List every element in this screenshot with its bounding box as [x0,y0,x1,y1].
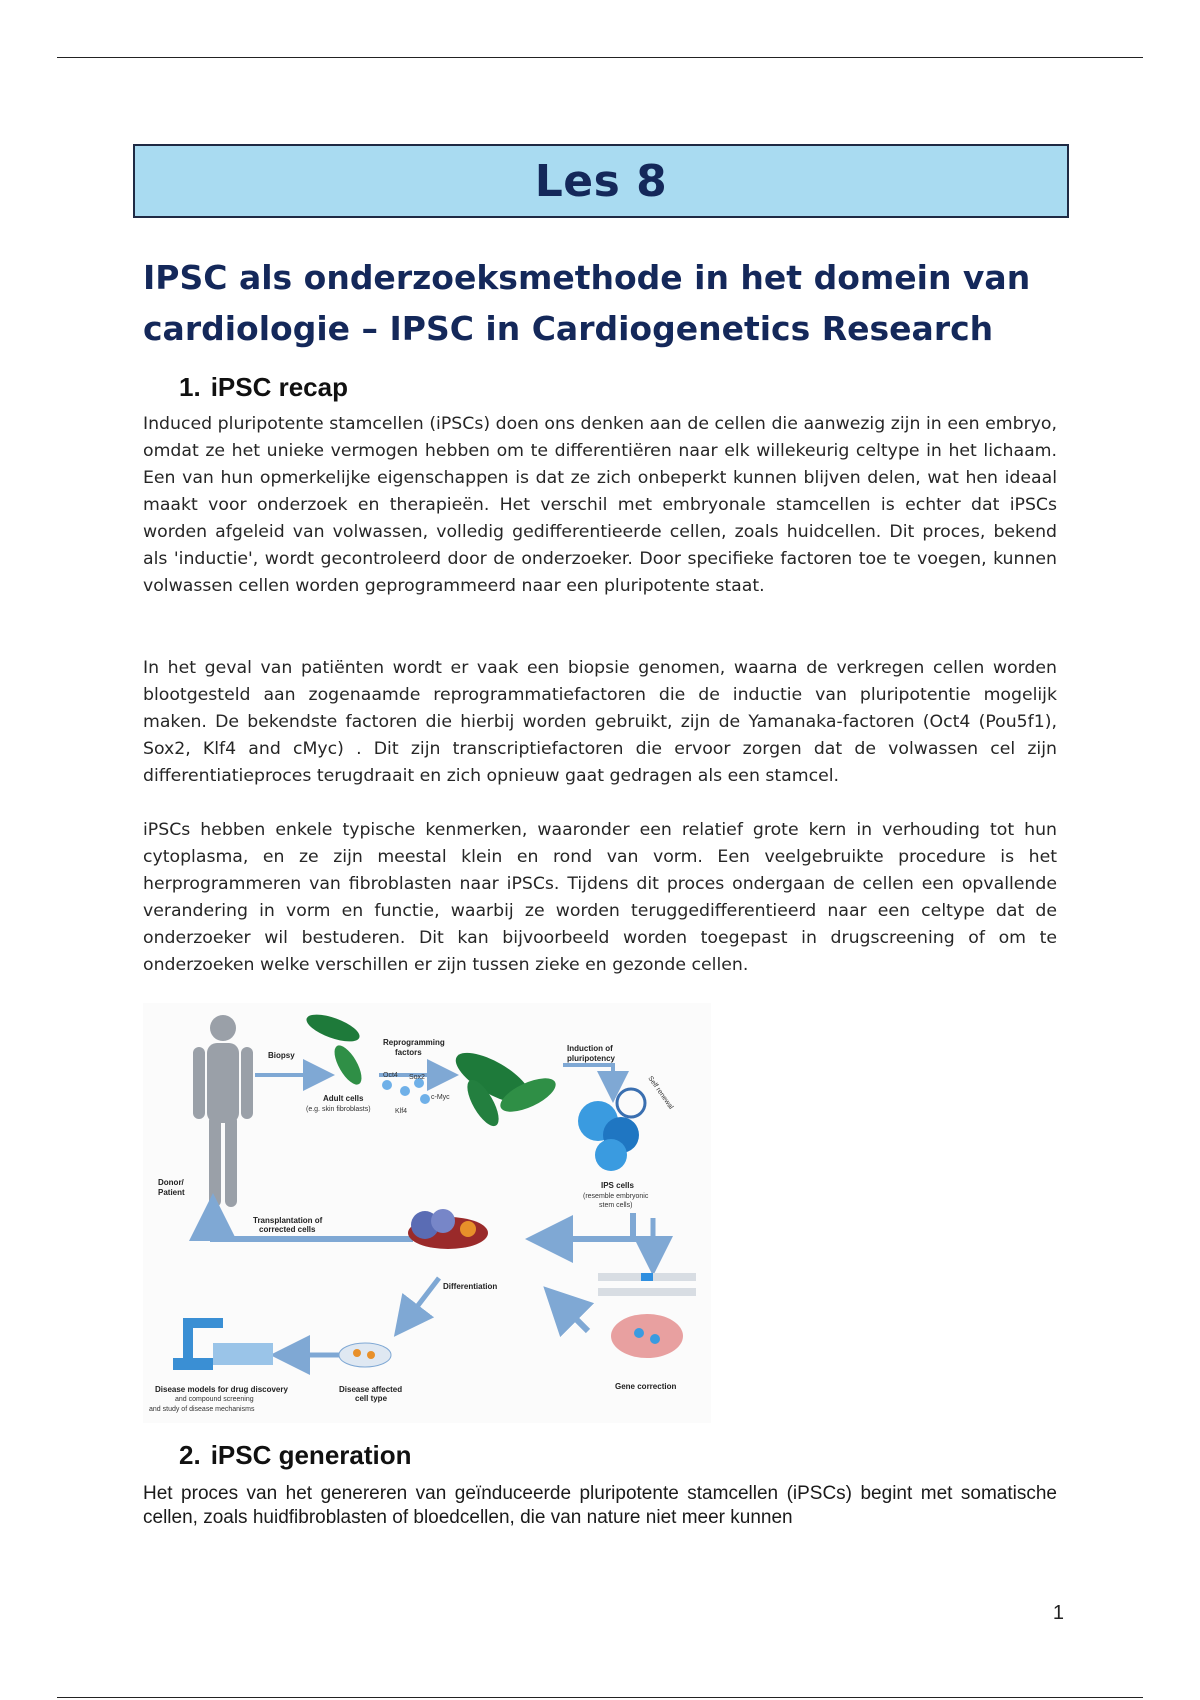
factor-dots-icon [382,1078,430,1104]
label-adult-cells-1: Adult cells [323,1094,364,1103]
page-number: 1 [1052,1602,1064,1624]
label-sox2: Sox2 [409,1074,425,1081]
label-reprogramming-1: Reprogramming [383,1038,445,1047]
label-klf4: Klf4 [395,1108,408,1115]
label-transplantation-1: Transplantation of [253,1216,323,1225]
section-2-number: 2. [179,1440,201,1470]
top-rule [57,57,1143,58]
section-1-paragraph-2: In het geval van patiënten wordt er vaak een biopsie genomen, waarna de verkregen cellen worden blootgesteld aan zogenaamde reprogrammatiefactoren die de inductie van pluripotentie mogelijk maken. De bekendste factoren die hierbij worden gebruikt, zijn de Yamanaka-factoren (Oct4 (Pou5f1), Sox2, Klf4 and cMyc) . Dit zijn transcriptiefactoren die ervoor zorgen dat de volwassen cel zijn differentiatieproces terugdraait en zich opnieuw gaat gedragen als een stamcel. [143,658,1057,786]
section-1-heading [179,372,348,403]
label-differentiation: Differentiation [443,1282,498,1291]
induction-arrow [563,1065,613,1091]
ips-cells-icon [578,1089,645,1171]
section-2-paragraph: Het proces van het genereren van geïnduceerde pluripotente stamcellen (iPSCs) begint met somatische cellen, zoals huidfibroblasten of bloedcellen, die van nature niet meer kunnen [143,1483,1057,1528]
gene-correction-icon [598,1273,696,1358]
robot-arm-icon [173,1318,273,1370]
lesson-title-box [133,144,1069,218]
label-disease-cell-1: Disease affected [339,1385,403,1394]
corrected-arrow [556,1299,588,1331]
label-disease-models-1: Disease models for drug discovery [155,1385,288,1394]
label-oct4: Oct4 [383,1072,398,1079]
section-1-paragraph-3: iPSCs hebben enkele typische kenmerken, waaronder een relatief grote kern in verhouding tot hun cytoplasma, en ze zijn meestal klein en rond van vorm. Een veelgebruikte procedure is het herprogrammeren van fibroblasten naar iPSCs. Tijdens dit proces ondergaan de cellen een opvallende verandering in vorm en functie, waarbij ze worden teruggedifferentieerd naar een celtype dat de onderzoeker wil bestuderen. Dit kan bijvoorbeeld worden toegepast in drugscreening of om te onderzoeken welke verschillen er zijn tussen zieke en gezonde cellen. [143,820,1057,975]
petri-dish-icon [339,1343,391,1367]
section-1-number: 1. [179,372,201,402]
label-transplantation-2: corrected cells [259,1225,316,1234]
section-2-heading [179,1440,412,1471]
label-induction-2: pluripotency [567,1054,616,1063]
differentiation-arrow [543,1213,633,1239]
label-ips-cells-1: IPS cells [601,1181,634,1190]
main-heading-line-2: cardiologie – IPSC in Cardiogenetics Research [143,309,994,348]
label-self-renewal: Self renewal [646,1075,675,1111]
section-1-title: iPSC recap [210,372,348,402]
bottom-rule [57,1697,1143,1698]
label-induction-1: Induction of [567,1044,613,1053]
label-disease-models-2: and compound screening [175,1396,254,1403]
main-heading [143,252,1083,354]
section-1-paragraph-1: Induced pluripotente stamcellen (iPSCs) doen ons denken aan de cellen die aanwezig zijn in een embryo, omdat ze het unieke vermogen hebben om te differentiëren naar elk willekeurig celtype in het lichaam. Een van hun opmerkelijke eigenschappen is dat ze zich onbeperkt kunnen blijven delen, wat hen ideaal maakt voor onderzoek en therapieën. Het verschil met embryonale stamcellen is echter dat iPSCs worden afgeleid van volwassen, volledig gedifferentieerde cellen, zoals huidcellen. Dit proces, bekend als 'inductie', wordt gecontroleerd door de onderzoeker. Door specifieke factoren toe te voegen, kunnen volwassen cellen worden geprogrammeerd naar een pluripotente staat. [143,414,1057,596]
label-disease-cell-2: cell type [355,1394,388,1403]
label-donor-1: Donor/ [158,1178,184,1187]
section-2-title: iPSC generation [210,1440,412,1470]
ipsc-process-figure [143,1003,711,1423]
ipsc-diagram [143,1003,711,1423]
label-ips-cells-3: stem cells) [599,1202,633,1209]
lesson-title: Les 8 [534,155,668,207]
reprogrammed-cells-icon [449,1043,561,1130]
label-cmyc: c-Myc [431,1094,450,1101]
disease-cell-arrow [403,1278,439,1325]
label-reprogramming-2: factors [395,1048,422,1057]
label-gene-correction: Gene correction [615,1382,677,1391]
label-ips-cells-2: (resemble embryonic [583,1193,649,1200]
label-biopsy: Biopsy [268,1051,295,1060]
main-heading-line-1: IPSC als onderzoeksmethode in het domein van [143,258,1031,297]
differentiated-cells-icon [408,1209,488,1249]
label-donor-2: Patient [158,1188,185,1197]
label-disease-models-3: and study of disease mechanisms [149,1406,255,1413]
patient-figure-icon [193,1015,253,1207]
label-adult-cells-2: (e.g. skin fibroblasts) [306,1106,371,1113]
